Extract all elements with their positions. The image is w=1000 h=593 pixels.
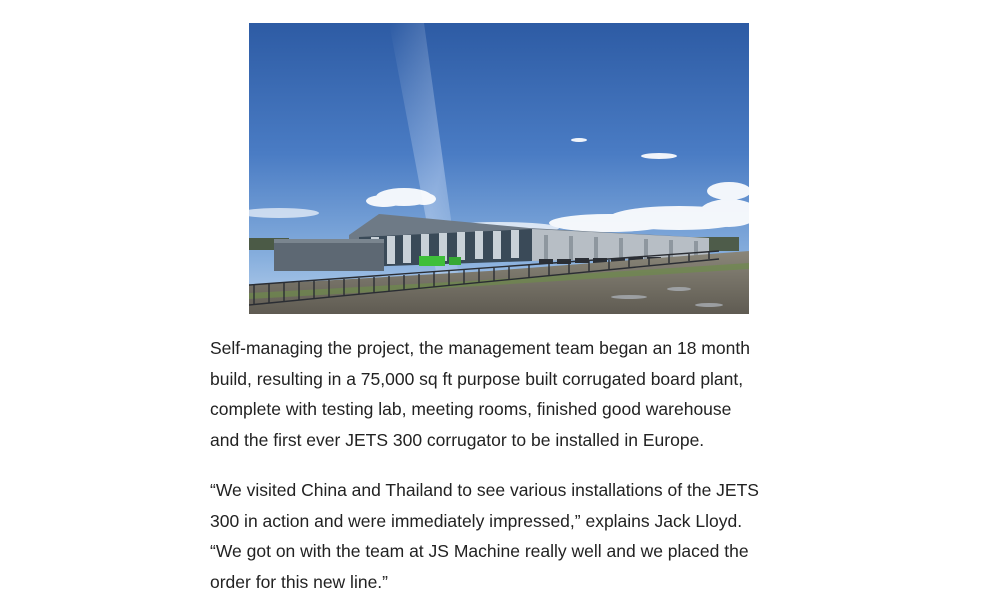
factory-photo — [249, 23, 749, 314]
paragraph-project-build: Self-managing the project, the management team began an 18 month build, resulting in a 75,000 sq ft purpose built corrugated board plant, complete with testing lab, meeting rooms, finished good warehouse and the first ever JETS 300 corrugator to be installed in Europe. — [210, 338, 750, 451]
paragraph-quote-jack-lloyd: “We visited China and Thailand to see various installations of the JETS 300 in action and were immediately impressed,” explains Jack Lloyd. “We got on with the team at JS Machine really well and we placed the order for this new line.” — [210, 479, 759, 592]
article-body — [210, 333, 790, 593]
factory-photo-illustration — [249, 23, 749, 314]
